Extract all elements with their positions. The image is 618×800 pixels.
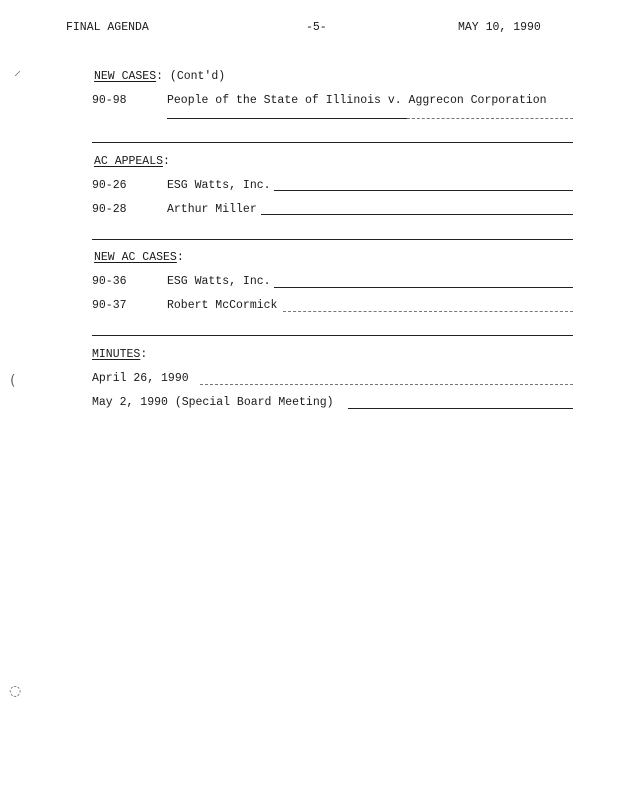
section-title: NEW AC CASES	[94, 251, 177, 264]
section-minutes-heading	[92, 348, 147, 361]
signature-line	[407, 118, 573, 119]
section-divider	[92, 142, 573, 143]
section-title: MINUTES	[92, 348, 141, 361]
case-name: Arthur Miller	[167, 203, 257, 216]
signature-line	[167, 118, 407, 119]
case-number: 90-36	[92, 275, 127, 288]
section-divider	[92, 239, 573, 240]
signature-line	[261, 214, 573, 215]
minutes-item: April 26, 1990	[92, 372, 189, 385]
section-title: NEW CASES	[94, 70, 157, 83]
signature-line	[200, 384, 573, 385]
section-new-ac-cases-heading	[94, 251, 184, 264]
case-number: 90-37	[92, 299, 127, 312]
section-title: AC APPEALS	[94, 155, 164, 168]
case-name: People of the State of Illinois v. Aggrecon Corporation	[167, 94, 547, 107]
section-ac-appeals-heading	[94, 155, 170, 168]
case-number: 90-26	[92, 179, 127, 192]
scan-mark: ⸝	[14, 63, 21, 79]
header-date: MAY 10, 1990	[458, 21, 541, 34]
case-number: 90-28	[92, 203, 127, 216]
case-name: ESG Watts, Inc.	[167, 275, 271, 288]
header-left: FINAL AGENDA	[66, 21, 149, 34]
case-name: ESG Watts, Inc.	[167, 179, 271, 192]
section-new-cases-heading	[94, 70, 225, 83]
section-divider	[92, 335, 573, 336]
signature-line	[274, 190, 573, 191]
case-number: 90-98	[92, 94, 127, 107]
page-number: -5-	[306, 21, 327, 34]
section-suffix: : (Cont'd)	[156, 70, 226, 83]
section-suffix: :	[140, 348, 148, 361]
signature-line	[283, 311, 573, 312]
section-suffix: :	[176, 251, 184, 264]
signature-line	[274, 287, 573, 288]
scan-mark: ◌	[9, 683, 22, 699]
case-name: Robert McCormick	[167, 299, 278, 312]
signature-line	[348, 408, 573, 409]
section-suffix: :	[163, 155, 170, 168]
scan-mark: (	[10, 373, 16, 389]
minutes-item: May 2, 1990 (Special Board Meeting)	[92, 396, 334, 409]
